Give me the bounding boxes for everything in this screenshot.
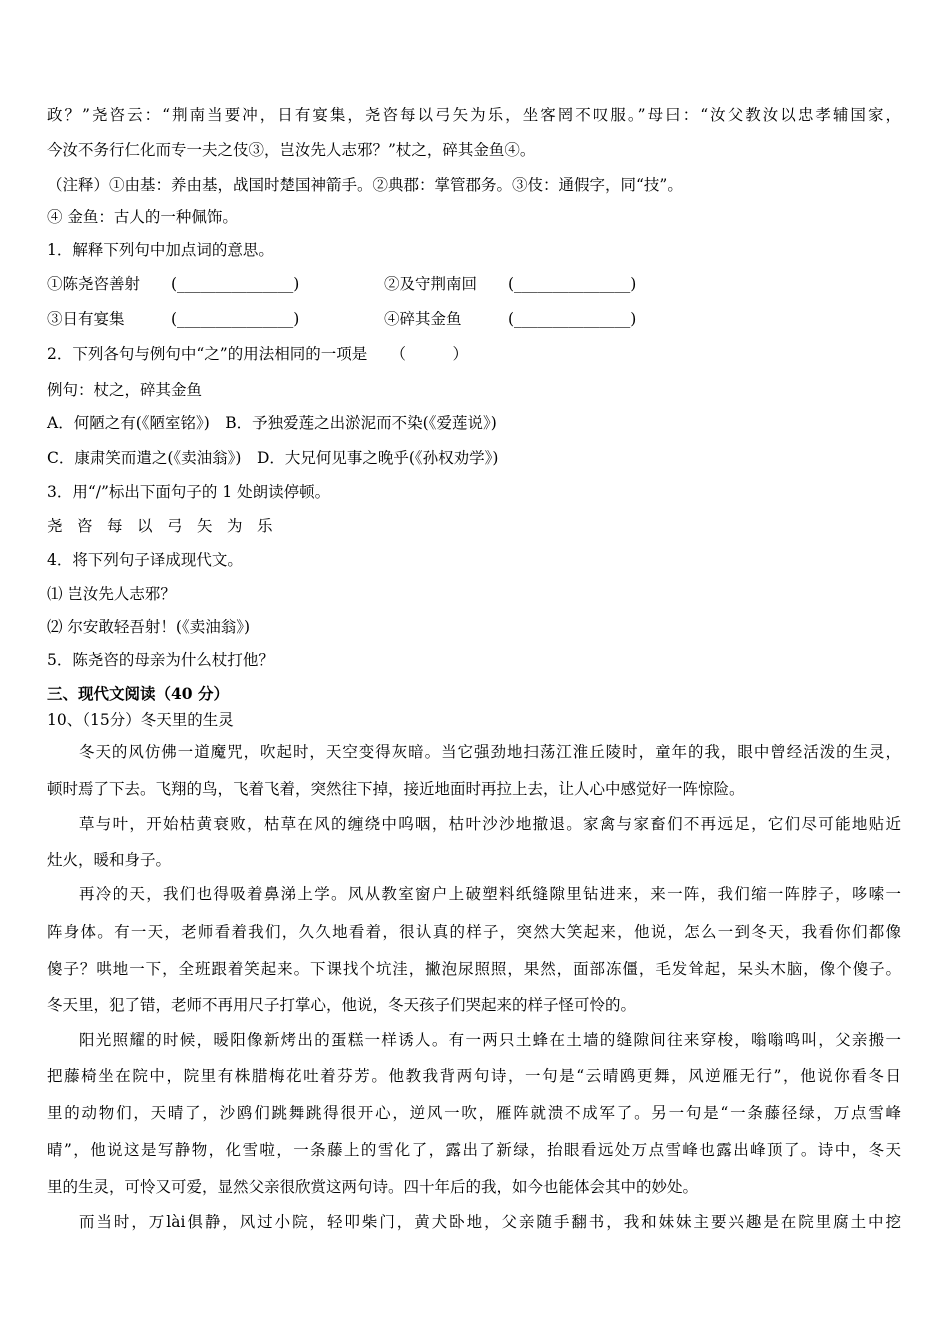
paragraph-line: 草与叶，开始枯黄衰败，枯草在风的缠绕中呜咽，枯叶沙沙地撤退。家禽与家畜们不再远足，它们尽可能地贴近 — [79, 815, 901, 833]
question-4-item-1: ⑴ 岂汝先人志邪？ — [47, 585, 176, 603]
question-10-title: 10、（15分）冬天里的生灵 — [47, 711, 234, 729]
section-heading: 三、现代文阅读（40 分） — [47, 684, 229, 703]
question-2: 2．下列各句与例句中“之”的用法相同的一项是 （ ） — [47, 345, 468, 363]
paragraph-line: 晴”，他说这是写静物，化雪啦，一条藤上的雪化了，露出了新绿，抬眼看远处万点雪峰也露出峰顶了。诗中，冬天 — [47, 1141, 901, 1159]
paragraph-line: 顿时焉了下去。飞翔的鸟，飞着飞着，突然往下掉，接近地面时再拉上去，让人心中感觉好一阵惊险。 — [47, 780, 745, 798]
text-line: 今汝不务行仁化而专一夫之伎③，岂汝先人志邪？”杖之，碎其金鱼④。 — [47, 141, 536, 159]
question-2-options-cd: C．康肃笑而遣之(《卖油翁》) D．大兄何见事之晚乎(《孙权劝学》) — [47, 449, 499, 467]
paragraph-line: 里的生灵，可怜又可爱，显然父亲很欣赏这两句诗。四十年后的我，如今也能体会其中的妙处。 — [47, 1178, 699, 1196]
question-1-item-1: ①陈尧咨善射 (_______________) — [47, 275, 300, 293]
paragraph-line: 里的动物们，天晴了，沙鸥们跳舞跳得很开心，逆风一吹，雁阵就溃不成军了。另一句是“一条藤径绿，万点雪峰 — [47, 1104, 901, 1122]
question-5: 5．陈尧咨的母亲为什么杖打他？ — [47, 651, 274, 669]
paragraph-line: 阵身体。有一天，老师看着我们，久久地看着，很认真的样子，突然大笑起来，他说，怎么一到冬天，我看你们都像 — [47, 923, 901, 941]
question-1-item-4: ④碎其金鱼 (_______________) — [384, 310, 637, 328]
question-1-item-3: ③日有宴集 (_______________) — [47, 310, 300, 328]
paragraph-line: 而当时，万lài俱静，风过小院，轻叩柴门，黄犬卧地，父亲随手翻书，我和妹妹主要兴趣是在院里腐土中挖 — [79, 1213, 901, 1231]
paragraph-line: 再冷的天，我们也得吸着鼻涕上学。风从教室窗户上破塑料纸缝隙里钻进来，来一阵，我们缩一阵脖子，哆嗦一 — [79, 885, 901, 903]
question-4: 4．将下列句子译成现代文。 — [47, 551, 243, 569]
text-line: 政？”尧咨云：“荆南当要冲，日有宴集，尧咨每以弓矢为乐，坐客罔不叹服。”母曰：“汝父教汝以忠孝辅国家， — [47, 106, 901, 124]
question-4-item-2: ⑵ 尔安敢轻吾射！(《卖油翁》) — [47, 618, 251, 636]
paragraph-line: 把藤椅坐在院中，院里有株腊梅花吐着芬芳。他教我背两句诗，一句是“云晴鸥更舞，风逆雁无行”，他说你看冬日 — [47, 1067, 901, 1085]
question-2-options-ab: A．何陋之有(《陋室铭》) B．予独爱莲之出淤泥而不染(《爱莲说》) — [47, 414, 497, 432]
question-3: 3．用“/”标出下面句子的 1 处朗读停顿。 — [47, 483, 331, 501]
annotation-line: （注释）①由基：养由基，战国时楚国神箭手。②典郡：掌管郡务。③伎：通假字，同“技”。 — [47, 176, 683, 194]
paragraph-line: 傻子？哄地一下，全班跟着笑起来。下课找个坑洼，撇泡尿照照，果然，面部冻僵，毛发耸起，呆头木脑，像个傻子。 — [47, 960, 901, 978]
question-3-sentence: 尧咨每以弓矢为乐 — [47, 517, 288, 535]
paragraph-line: 阳光照耀的时候，暖阳像新烤出的蛋糕一样诱人。有一两只土蜂在土墙的缝隙间往来穿梭，嗡嗡鸣叫，父亲搬一 — [79, 1031, 901, 1049]
paragraph-line: 冬天的风仿佛一道魔咒，吹起时，天空变得灰暗。当它强劲地扫荡江淮丘陵时，童年的我，眼中曾经活泼的生灵， — [79, 743, 901, 761]
question-1-item-2: ②及守荆南回 (_______________) — [384, 275, 637, 293]
question-1: 1．解释下列句中加点词的意思。 — [47, 241, 274, 259]
annotation-line: ④ 金鱼：古人的一种佩饰。 — [47, 208, 238, 226]
paragraph-line: 冬天里，犯了错，老师不再用尺子打掌心，他说，冬天孩子们哭起来的样子怪可怜的。 — [47, 996, 637, 1014]
question-2-example: 例句：杖之，碎其金鱼 — [47, 381, 203, 399]
paragraph-line: 灶火，暖和身子。 — [47, 851, 172, 869]
